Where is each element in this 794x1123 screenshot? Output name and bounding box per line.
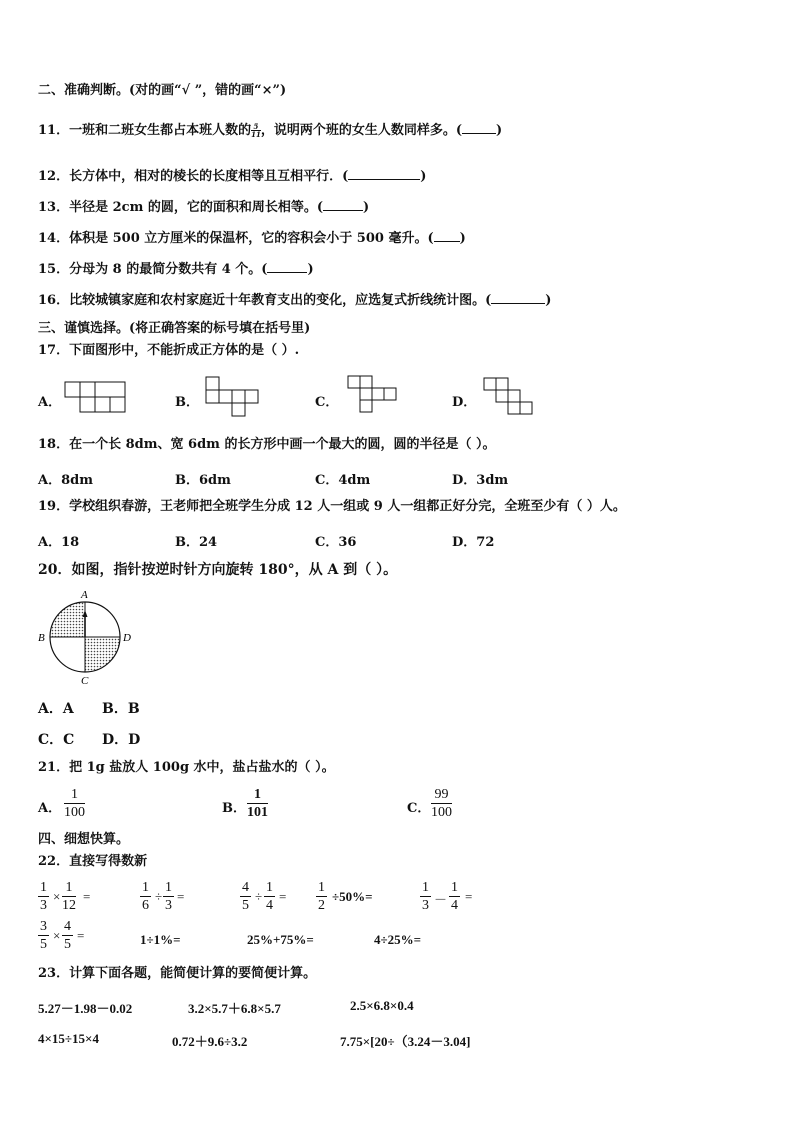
q20-option-c[interactable]: C．C xyxy=(38,732,75,748)
answer-blank-12[interactable] xyxy=(348,167,420,180)
q21-option-c-fraction[interactable]: $\frac{99}{100}$ xyxy=(431,787,452,820)
answer-blank-11[interactable] xyxy=(462,121,496,134)
question-12: 12．长方体中，相对的棱长的长度相等且互相平行．( ) xyxy=(38,169,427,184)
cube-net-b xyxy=(206,377,266,422)
question-11-fraction: $\frac{5}{11}$ xyxy=(251,122,261,139)
q21-option-b-fraction[interactable]: $\frac{1}{101}$ xyxy=(247,787,268,820)
question-21: 21．把 1g 盐放人 100g 水中，盐占盐水的（ ）。 xyxy=(38,760,335,775)
q19-option-d[interactable]: D．72 xyxy=(452,535,495,550)
label-c: C xyxy=(81,675,89,687)
q20-option-d[interactable]: D．D xyxy=(102,732,141,748)
q20-option-b[interactable]: B．B xyxy=(102,701,140,717)
section-heading-judgement: 二、准确判断。(对的画“√ ”，错的画“×”) xyxy=(38,83,287,98)
q22-expr-9: 4÷25%= xyxy=(374,932,422,947)
q23-expr-6: 7.75×[20÷（3.24－3.04] xyxy=(340,1034,471,1049)
q19-option-a[interactable]: A．18 xyxy=(38,535,80,550)
q20-option-a[interactable]: A．A xyxy=(38,701,74,717)
q18-option-d[interactable]: D．3dm xyxy=(452,473,509,488)
question-11: 11．一班和二班女生都占本班人数的 $\frac{5}{11}$ ，说明两个班的女生人数同样多。( ) xyxy=(38,122,503,139)
answer-blank-16[interactable] xyxy=(491,291,545,304)
q19-option-b[interactable]: B．24 xyxy=(175,535,218,550)
question-16: 16．比较城镇家庭和农村家庭近十年教育支出的变化，应选复式折线统计图。( ) xyxy=(38,293,552,308)
q21-option-a-label[interactable]: A． xyxy=(38,801,62,816)
q21-option-c-label[interactable]: C． xyxy=(407,801,431,816)
section-heading-choice: 三、谨慎选择。(将正确答案的标号填在括号里) xyxy=(38,321,311,336)
q21-option-b-label[interactable]: B． xyxy=(222,801,246,816)
q17-option-b[interactable]: B． xyxy=(175,395,199,410)
q21-option-a-fraction[interactable]: $\frac{1}{100}$ xyxy=(64,787,85,820)
q18-option-c[interactable]: C．4dm xyxy=(315,473,371,488)
answer-blank-13[interactable] xyxy=(323,198,363,211)
question-11-text: 11．一班和二班女生都占本班人数的 xyxy=(38,123,252,138)
cube-net-a xyxy=(65,382,129,414)
q18-option-b[interactable]: B．6dm xyxy=(175,473,231,488)
question-13: 13．半径是 2cm 的圆，它的面积和周长相等。( ) xyxy=(38,200,370,215)
q19-option-c[interactable]: C．36 xyxy=(315,535,357,550)
question-19: 19．学校组织春游，王老师把全班学生分成 12 人一组或 9 人一组都正好分完，全班至少有（ ）人。 xyxy=(38,499,626,514)
q23-expr-4: 4×15÷15×4 xyxy=(38,1031,99,1046)
question-18: 18．在一个长 8dm、宽 6dm 的长方形中画一个最大的圆，圆的半径是（ ）。 xyxy=(38,437,496,452)
q23-expr-5: 0.72＋9.6÷3.2 xyxy=(172,1034,248,1049)
q17-option-d[interactable]: D． xyxy=(452,395,477,410)
q17-option-a[interactable]: A． xyxy=(38,395,62,410)
q17-option-c[interactable]: C． xyxy=(315,395,339,410)
q18-option-a[interactable]: A．8dm xyxy=(38,473,93,488)
clock-dial-diagram xyxy=(36,587,136,687)
label-b: B xyxy=(38,632,45,644)
section-heading-calculation: 四、细想快算。 xyxy=(38,832,130,847)
answer-blank-14[interactable] xyxy=(434,229,460,242)
q23-expr-2: 3.2×5.7＋6.8×5.7 xyxy=(188,1001,281,1016)
question-14: 14．体积是 500 立方厘米的保温杯，它的容积会小于 500 毫升。( ) xyxy=(38,231,466,246)
question-20: 20．如图，指针按逆时针方向旋转 180°，从 A 到（ ）。 xyxy=(38,562,398,578)
q23-expr-1: 5.27－1.98－0.02 xyxy=(38,1001,133,1016)
label-d: D xyxy=(123,632,131,644)
cube-net-d xyxy=(484,378,536,418)
question-23: 23．计算下面各题，能简便计算的要简便计算。 xyxy=(38,966,317,981)
question-17: 17．下面图形中，不能折成正方体的是（ ）. xyxy=(38,343,300,358)
question-15: 15．分母为 8 的最简分数共有 4 个。( ) xyxy=(38,262,314,277)
q22-expr-7: 1÷1%= xyxy=(140,932,181,947)
q23-expr-3: 2.5×6.8×0.4 xyxy=(350,998,414,1013)
answer-blank-15[interactable] xyxy=(267,260,307,273)
question-22: 22．直接写得数新 xyxy=(38,854,148,869)
label-a: A xyxy=(81,589,88,601)
cube-net-c xyxy=(348,376,403,421)
q22-expr-8: 25%+75%= xyxy=(247,932,314,947)
